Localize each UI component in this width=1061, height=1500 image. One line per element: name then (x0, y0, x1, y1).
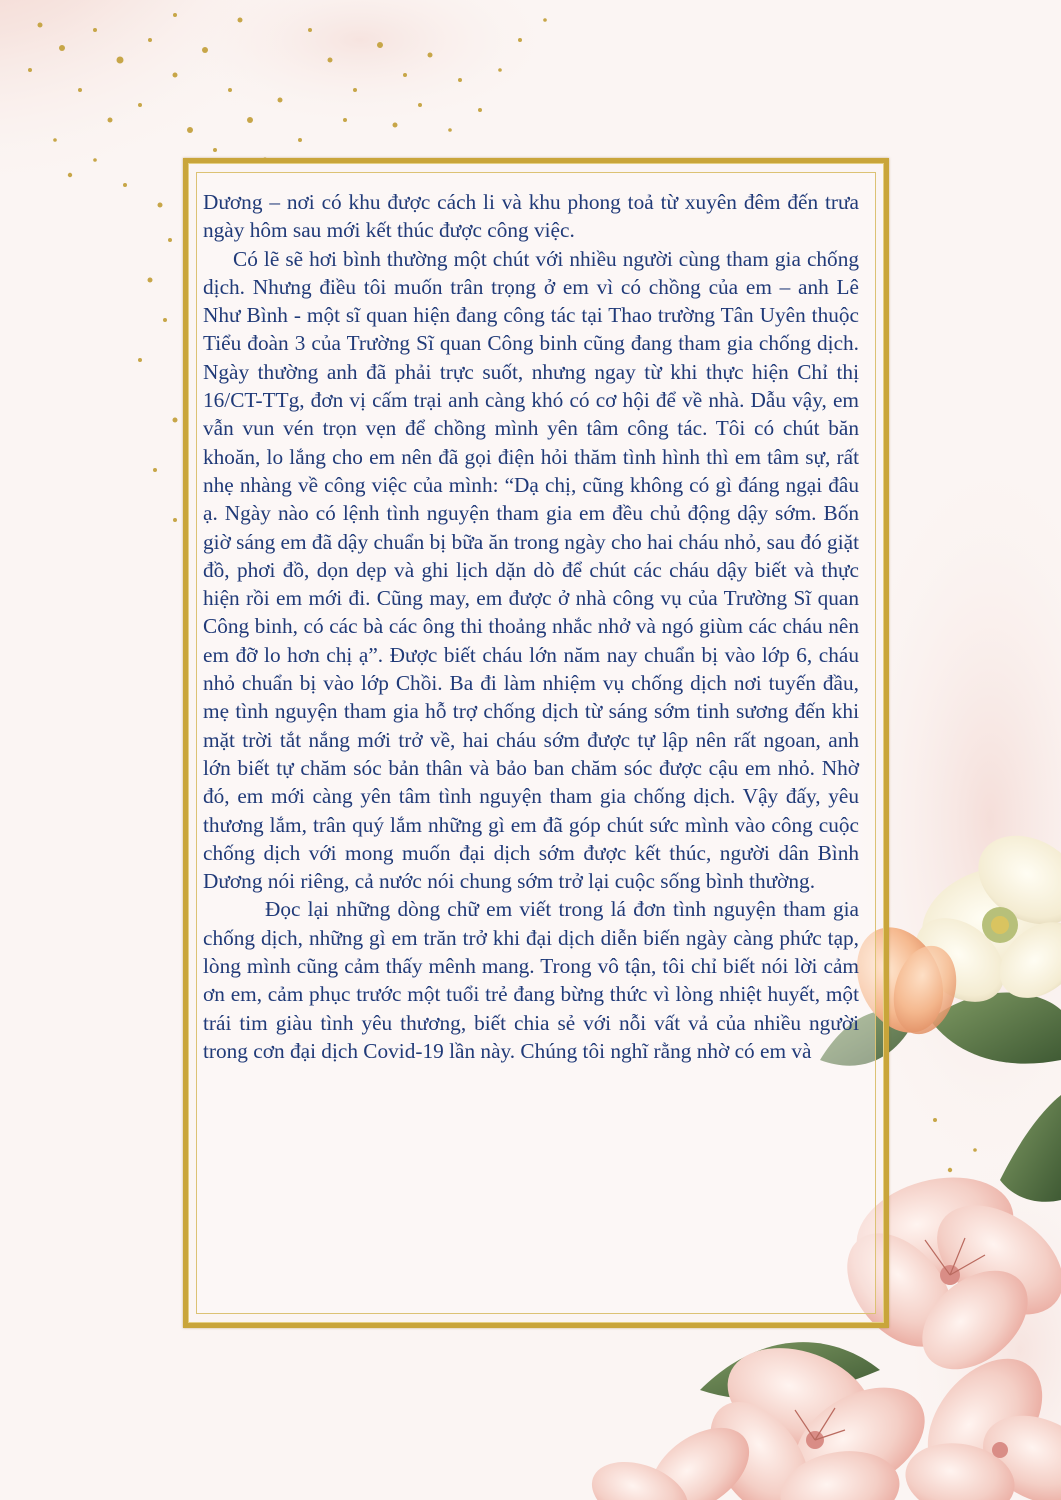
paragraph-3: Đọc lại những dòng chữ em viết trong lá đơn tình nguyện tham gia chống dịch, những gì em trăn trở khi đại dịch diễn biến ngày càng phức tạp, lòng mình cũng cảm thấy mênh mang. Trong vô tận, tôi chỉ biết nói lời cảm ơn em, cảm phục trước một tuổi trẻ đang bừng thức vì lòng nhiệt huyết, một trái tim giàu tình yêu thương, biết chia sẻ với nỗi vất vả của nhiều người trong cơn đại dịch Covid-19 lần này. Chúng tôi nghĩ rằng nhờ có em và (203, 897, 859, 1063)
document-body (203, 188, 859, 1065)
paragraph-1: Dương – nơi có khu được cách li và khu phong toả từ xuyên đêm đến trưa ngày hôm sau mới kết thúc được công việc. (203, 190, 859, 243)
paragraph-2: Có lẽ sẽ hơi bình thường một chút với nhiều người cùng tham gia chống dịch. Nhưng điều tôi muốn trân trọng ở em vì có chồng của em – anh Lê Như Bình - một sĩ quan hiện đang công tác tại Thao trường Tân Uyên thuộc Tiểu đoàn 3 của Trường Sĩ quan Công binh cũng đang tham gia chống dịch. Ngày thường anh đã phải trực suốt, nhưng ngay từ khi thực hiện Chỉ thị 16/CT-TTg, đơn vị cấm trại anh càng khó có cơ hội để về nhà. Dẫu vậy, em vẫn vun vén trọn vẹn để chồng mình yên tâm công tác. Tôi có chút băn khoăn, lo lắng cho em nên đã gọi điện hỏi thăm tình hình thì em tâm sự, rất nhẹ nhàng về công việc của mình: “Dạ chị, cũng không có gì đáng ngại đâu ạ. Ngày nào có lệnh tình nguyện tham gia em đều chủ động dậy sớm. Bốn giờ sáng em đã dậy chuẩn bị bữa ăn trong ngày cho hai cháu nhỏ, sau đó giặt đồ, phơi đồ, dọn dẹp và ghi lịch dặn dò để chút các cháu dậy biết và thực hiện rồi em mới đi. Cũng may, em được ở nhà công vụ của Trường Sĩ quan Công binh, có các bà các ông thi thoảng nhắc nhở và ngó giùm các cháu nên em đỡ lo hơn chị ạ”. Được biết cháu lớn năm nay chuẩn bị vào lớp 6, cháu nhỏ chuẩn bị vào lớp Chồi. Ba đi làm nhiệm vụ chống dịch nơi tuyến đầu, mẹ tình nguyện tham gia hỗ trợ chống dịch từ sáng sớm tinh sương đến khi mặt trời tắt nắng mới trở về, hai cháu sớm được tự lập nên rất ngoan, anh lớn biết tự chăm sóc bản thân và bảo ban chăm sóc được cậu em nhỏ. Nhờ đó, em mới càng yên tâm tình nguyện tham gia chống dịch. Vậy đấy, yêu thương lắm, trân quý lắm những gì em đã góp chút sức mình vào công cuộc chống dịch với mong muốn đại dịch sớm được kết thúc, người dân Bình Dương nói riêng, cả nước nói chung sớm trở lại cuộc sống bình thường. (203, 246, 859, 894)
